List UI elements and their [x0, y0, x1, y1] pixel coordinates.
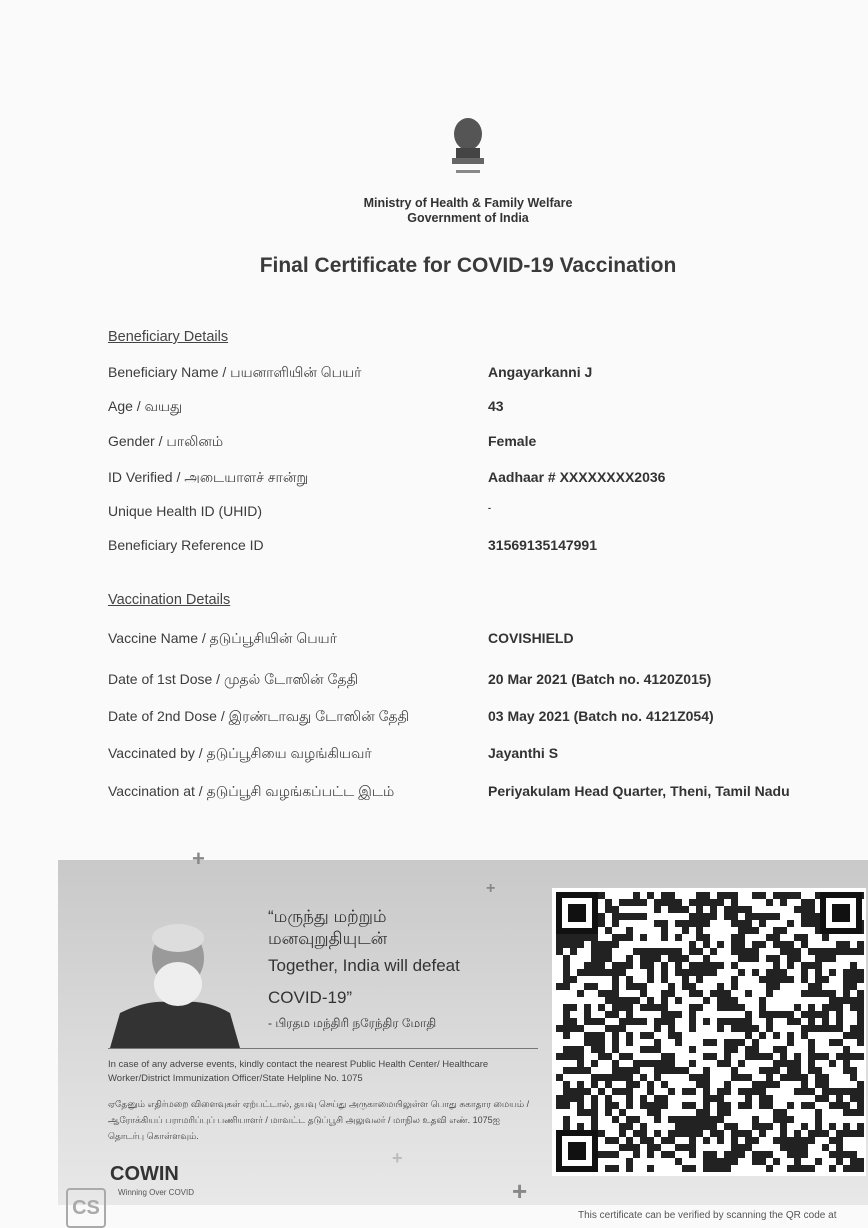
- label-vaccine: Vaccine Name / தடுப்பூசியின் பெயர்: [108, 630, 337, 646]
- national-emblem-icon: [448, 112, 488, 192]
- quote-tamil-line1: “மருந்து மற்றும்: [268, 907, 387, 926]
- value-dose2: 03 May 2021 (Batch no. 4121Z054): [488, 708, 714, 724]
- label-vaccinator: Vaccinated by / தடுப்பூசியை வழங்கியவர்: [108, 745, 372, 761]
- label-name: Beneficiary Name / பயனாளியின் பெயர்: [108, 364, 362, 380]
- label-location: Vaccination at / தடுப்பூசி வழங்கப்பட்ட இடம்: [108, 783, 395, 799]
- qr-code[interactable]: [552, 888, 866, 1176]
- value-location: Periyakulam Head Quarter, Theni, Tamil Nadu: [488, 783, 790, 799]
- plus-icon: +: [192, 846, 205, 871]
- plus-icon: +: [486, 880, 496, 897]
- prime-minister-photo: [110, 918, 240, 1048]
- label-ref-id: Beneficiary Reference ID: [108, 537, 264, 553]
- plus-icon: +: [392, 1148, 403, 1168]
- cowin-logo: COWIN: [110, 1163, 179, 1185]
- value-dose1: 20 Mar 2021 (Batch no. 4120Z015): [488, 671, 712, 687]
- label-gender: Gender / பாலினம்: [108, 433, 224, 449]
- quote-english-line1: Together, India will defeat: [268, 956, 460, 975]
- label-uhid: Unique Health ID (UHID): [108, 503, 263, 519]
- certificate-title: Final Certificate for COVID-19 Vaccination: [259, 254, 677, 277]
- value-vaccine: COVISHIELD: [488, 630, 574, 646]
- label-dose2: Date of 2nd Dose / இரண்டாவது டோஸின் தேதி: [108, 708, 410, 724]
- adverse-events-english: In case of any adverse events, kindly contact the nearest Public Health Center/ Healthcare Worker/District Immunization Officer/State Helpline No. 1075: [108, 1059, 489, 1084]
- divider: [108, 1048, 538, 1049]
- ministry-heading: [300, 196, 636, 226]
- value-age: 43: [488, 398, 504, 414]
- pm-quote: [268, 906, 538, 1014]
- value-vaccinator: Jayanthi S: [488, 745, 559, 761]
- beneficiary-heading: Beneficiary Details: [108, 329, 229, 345]
- value-gender: Female: [488, 433, 537, 449]
- scanner-watermark: CS: [66, 1188, 106, 1228]
- vaccination-heading: Vaccination Details: [108, 592, 231, 608]
- label-dose1: Date of 1st Dose / முதல் டோஸின் தேதி: [108, 671, 359, 687]
- quote-english-line2: COVID-19”: [268, 988, 353, 1007]
- quote-tamil-line2: மனவுறுதியுடன்: [268, 929, 388, 948]
- cowin-tagline: Winning Over COVID: [118, 1188, 195, 1197]
- value-ref-id: 31569135147991: [488, 537, 598, 553]
- value-uhid: -: [488, 503, 491, 513]
- government-name: Government of India: [407, 211, 529, 225]
- label-age: Age / வயது: [108, 398, 183, 414]
- value-name: Angayarkanni J: [488, 364, 593, 380]
- adverse-events-tamil: ஏதேனும் எதிர்மறை விளைவுகள் ஏற்பட்டால், தயவு செய்து அருகாமையிலுள்ள பொது சுகாதார மையம் / ஆரோக்கியப் பராமரிப்புப் பணியாளர் / மாவட்ட தடுப்பூசி அலுவலர் / மாநில உதவி எண். 1075ஐ தொடர்பு கொள்ளவும்.: [108, 1099, 530, 1141]
- ministry-name: Ministry of Health & Family Welfare: [363, 196, 573, 210]
- quote-attribution: - பிரதம மந்திரி நரேந்திர மோதி: [268, 1016, 437, 1030]
- plus-icon: +: [512, 1176, 528, 1206]
- label-id: ID Verified / அடையாளச் சான்று: [108, 469, 309, 485]
- value-id: Aadhaar # XXXXXXXX2036: [488, 469, 666, 485]
- verify-note: This certificate can be verified by scanning the QR code at: [578, 1210, 837, 1221]
